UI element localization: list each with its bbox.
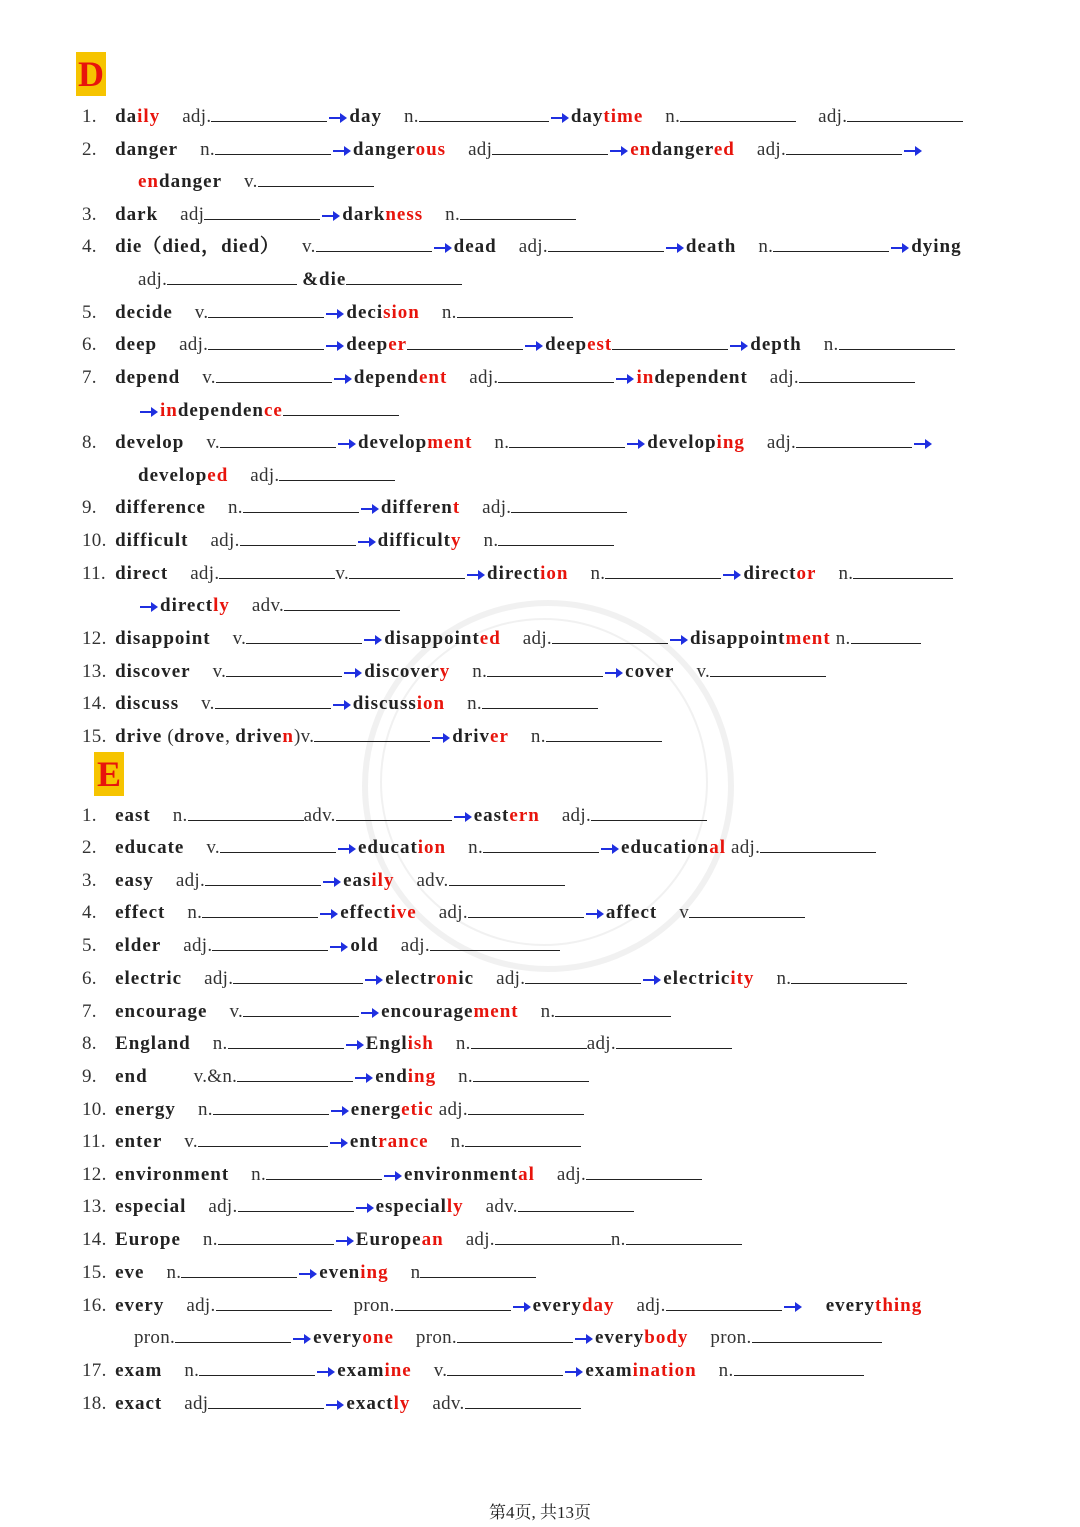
d-row-8: 8. develop v. development n. developing adj.: [82, 427, 1010, 459]
e-row-4: 4. effect n. effective adj. affect v: [82, 897, 1010, 929]
d-row-4: 4. die（died，died） v. dead adj. death n. dying: [82, 231, 1010, 263]
e-row-16b: pron. everyone pron. everybody pron.: [82, 1322, 1010, 1354]
e-row-8: 8. England n. English n. adj.: [82, 1028, 1010, 1060]
e-row-3: 3. easy adj. easily adv.: [82, 865, 1010, 897]
e-row-13: 13. especial adj. especially adv.: [82, 1191, 1010, 1223]
e-row-2: 2. educate v. education n. educational adj.: [82, 832, 1010, 864]
e-row-15: 15. eve n. evening n: [82, 1257, 1010, 1289]
d-row-14: 14. discuss v. discussion n.: [82, 688, 1010, 720]
e-row-11: 11. enter v. entrance n.: [82, 1126, 1010, 1158]
d-row-12: 12. disappoint v. disappointed adj. disappointment n.: [82, 623, 1010, 655]
d-row-2: 2. danger n. dangerous adj endangered adj.: [82, 134, 1010, 166]
d-row-9: 9. difference n. different adj.: [82, 492, 1010, 524]
d-row-5: 5. decide v. decision n.: [82, 297, 1010, 329]
d-row-11: 11. direct adj. v. direction n. director n.: [82, 558, 1010, 590]
d-row-7: 7. depend v. dependent adj. independent adj.: [82, 362, 1010, 394]
d-row-11b: directly adv.: [82, 590, 1010, 622]
e-row-9: 9. end v.&n. ending n.: [82, 1061, 1010, 1093]
e-row-14: 14. Europe n. European adj. n.: [82, 1224, 1010, 1256]
e-row-10: 10. energy n. energetic adj.: [82, 1094, 1010, 1126]
e-row-12: 12. environment n. environmental adj.: [82, 1159, 1010, 1191]
e-row-18: 18. exact adj exactly adv.: [82, 1388, 1010, 1420]
d-row-13: 13. discover v. discovery n. cover v.: [82, 656, 1010, 688]
e-row-7: 7. encourage v. encouragement n.: [82, 996, 1010, 1028]
e-row-5: 5. elder adj. old adj.: [82, 930, 1010, 962]
page-footer: 第4页, 共13页: [489, 1503, 591, 1522]
d-row-4b: adj. &die: [82, 264, 1010, 296]
d-row-6: 6. deep adj. deeper deepest depth n.: [82, 329, 1010, 361]
d-row-10: 10. difficult adj. difficulty n.: [82, 525, 1010, 557]
e-row-1: 1. east n. adv. eastern adj.: [82, 800, 1010, 832]
e-row-17: 17. exam n. examine v. examination n.: [82, 1355, 1010, 1387]
e-row-6: 6. electric adj. electronic adj. electricity n.: [82, 963, 1010, 995]
d-row-7b: independence: [82, 395, 1010, 427]
d-row-15: 15. drive (drove, driven)v. driver n.: [82, 721, 1010, 753]
d-row-3: 3. dark adj darkness n.: [82, 199, 1010, 231]
d-row-8b: developed adj.: [82, 460, 1010, 492]
d-row-2b: endanger v.: [82, 166, 1010, 198]
e-row-16: 16. every adj. pron. everyday adj. everything: [82, 1290, 1010, 1322]
section-letter-d: D: [78, 54, 104, 94]
section-letter-e: E: [94, 752, 124, 796]
d-row-1: 1. daily adj. day n. daytime n. adj.: [82, 101, 1010, 133]
